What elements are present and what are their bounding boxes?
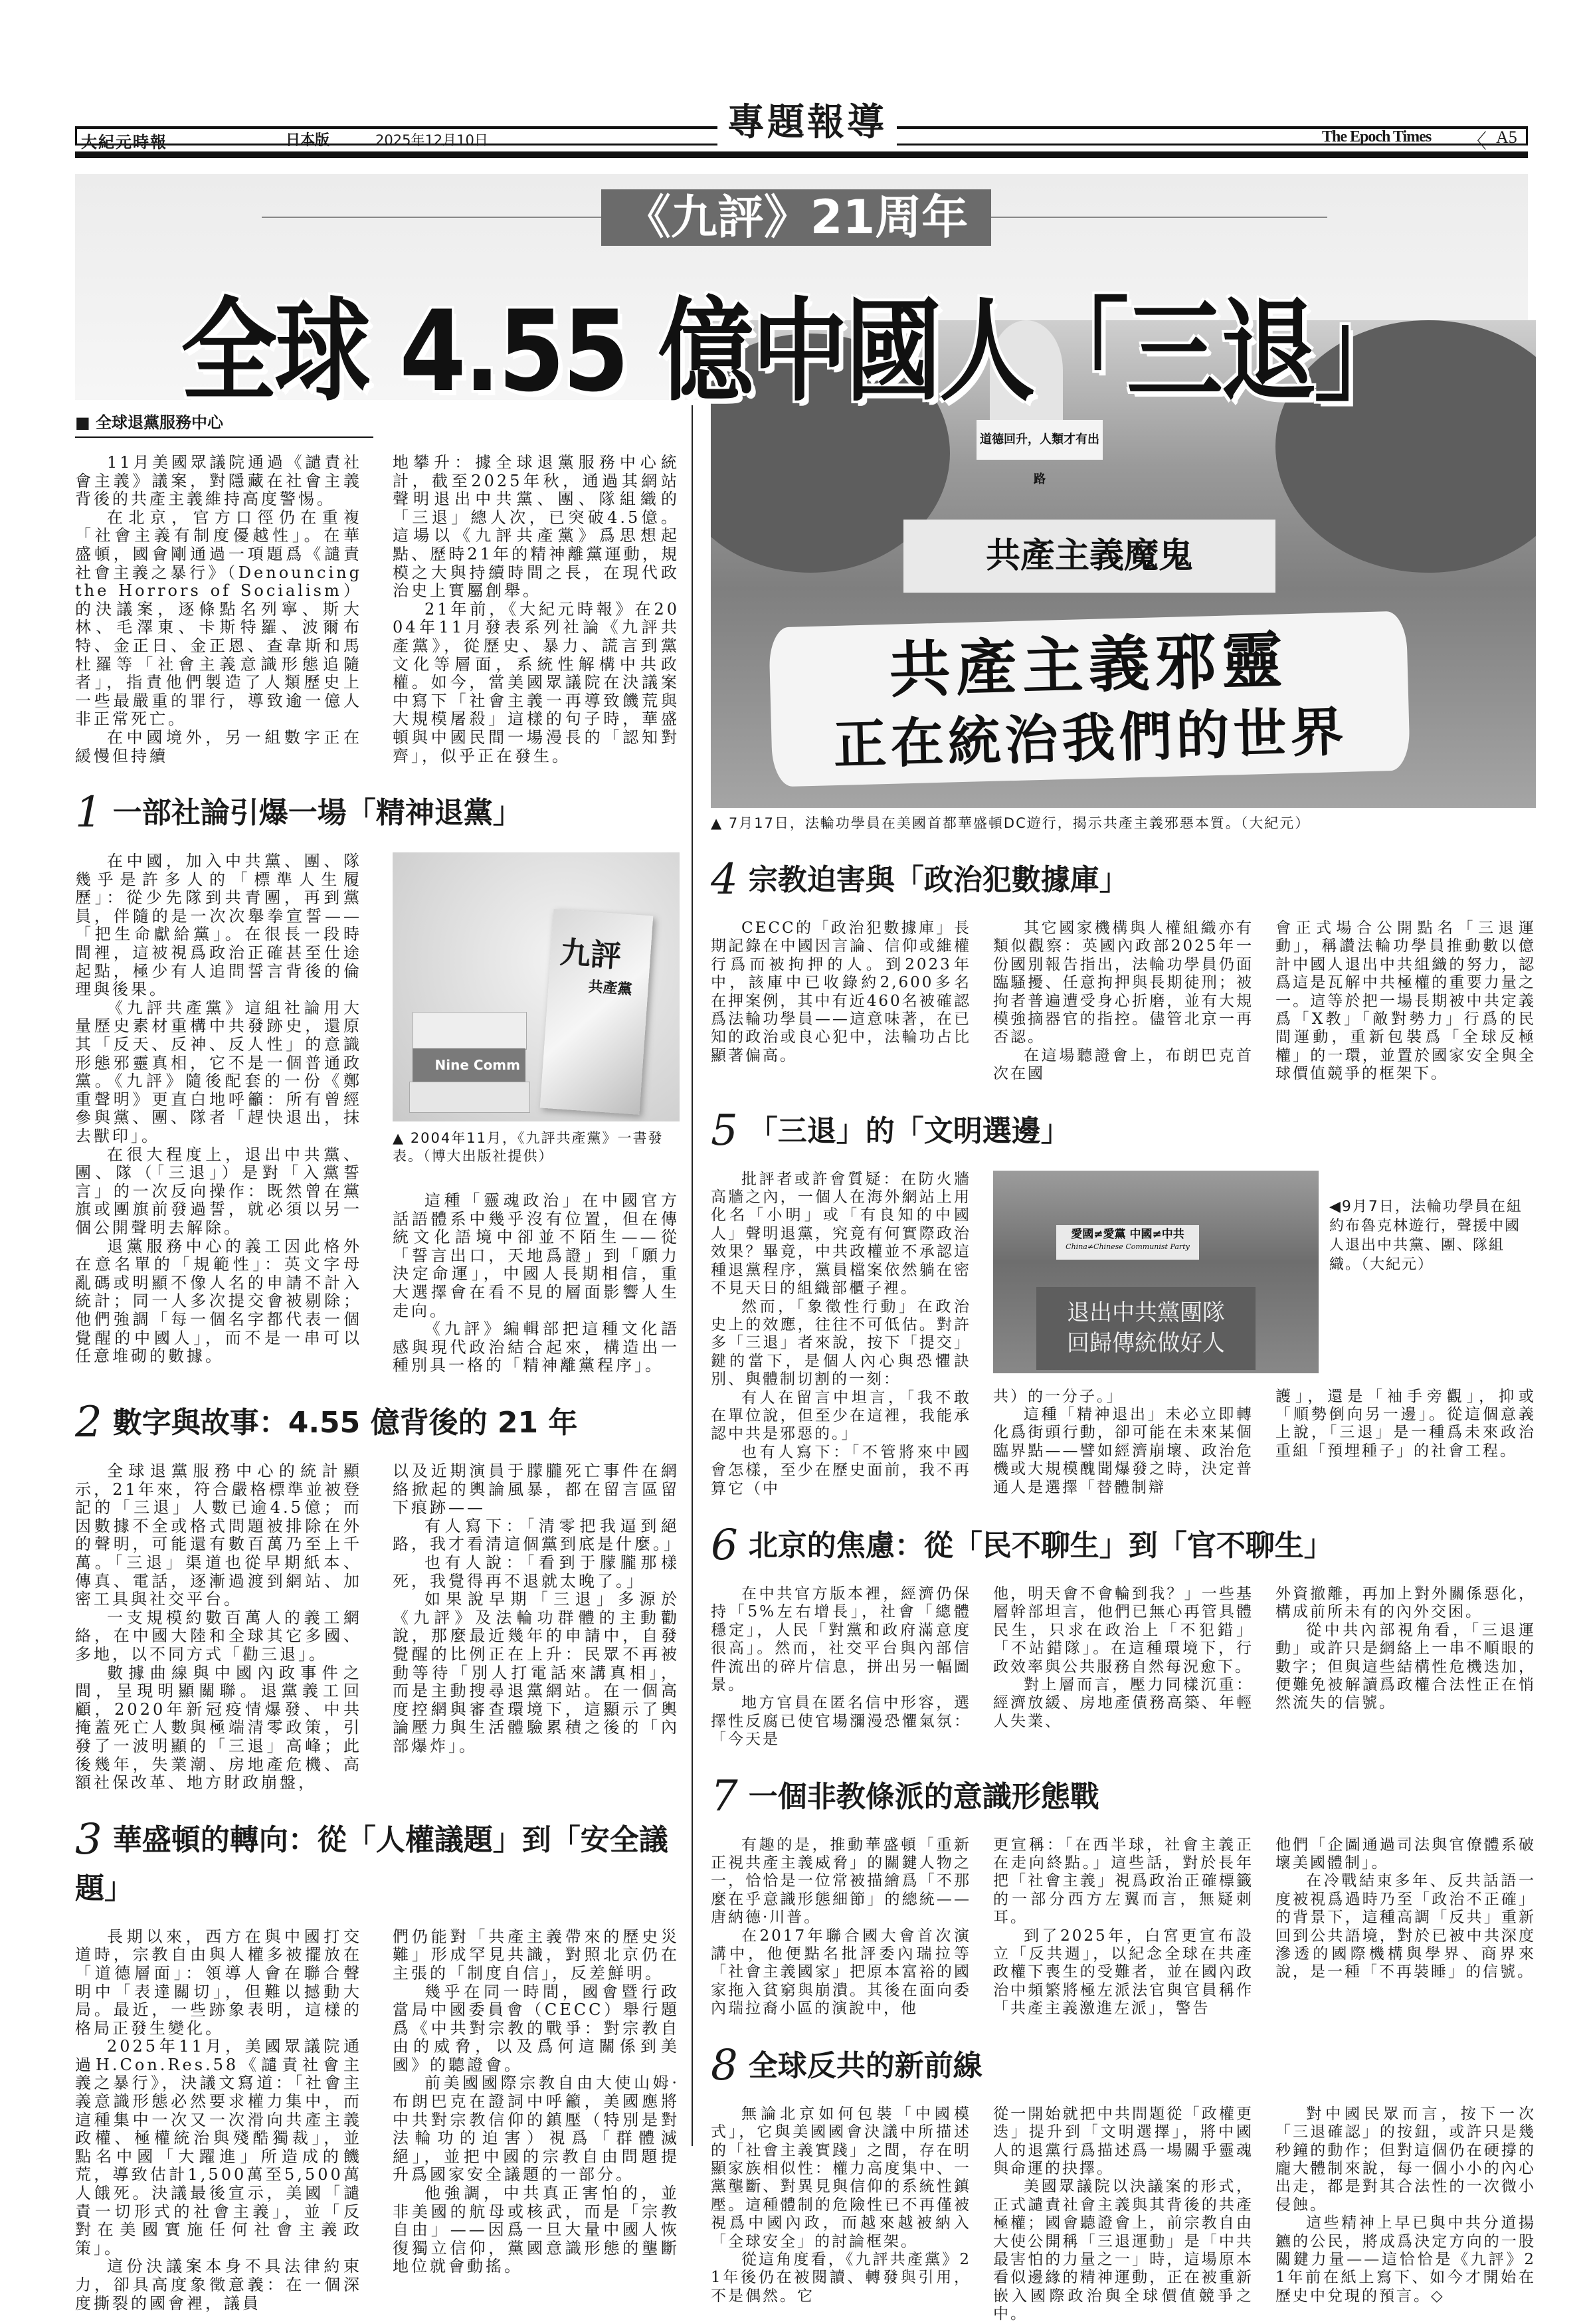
header-rule <box>1526 126 1528 145</box>
paragraph: 對上層而言，壓力同樣沉重：經濟放緩、房地產債務高築、年輕人失業、 <box>993 1676 1254 1730</box>
paragraph: 共）的一分子。」 <box>993 1387 1124 1405</box>
photo-banner-upper <box>1056 1225 1199 1260</box>
paragraph: 這種「靈魂政治」在中國官方話語體系中幾乎沒有位置，但在傳統文化語境中卻並不陌生——從「誓言出口，天地爲證」到「願力決定命運」，中國人長期相信，重大選擇會在看不見的層面影響人生走向。 <box>393 1191 680 1320</box>
paragraph: 在這場聽證會上，布朗巴克首次在國 <box>993 1046 1254 1083</box>
kicker-label: 《九評》21周年 <box>601 189 991 246</box>
article-column <box>993 920 1254 1084</box>
section-columns <box>711 1171 1536 1498</box>
photo-banner-mid: 共產主義魔鬼 <box>903 520 1275 593</box>
paragraph: 然而，「象徵性行動」在政治史上的效應，往往不可低估。對許多「三退」者來說，按下「提交」鍵的當下，是個人內心與恐懼訣別、與體制切割的一刻： <box>711 1298 971 1389</box>
banner-line: 共產主義邪靈 <box>888 625 1289 706</box>
section-number: 4 <box>711 855 738 904</box>
brooklyn-photo-block <box>993 1171 1536 1373</box>
section-title: 北京的焦慮：從「民不聊生」到「官不聊生」 <box>748 1528 1333 1563</box>
paragraph: 批評者或許會質疑：在防火牆高牆之內，一個人在海外網站上用化名「小明」或「有良知的中國人」聲明退黨，究竟有何實際政治效果？畢竟，中共政權並不承認這種退黨程序，黨員檔案依然躺在密不見天日的組織部櫃子裡。 <box>711 1170 971 1298</box>
paragraph: 在中國，加入中共黨、團、隊幾乎是許多人的「標準人生履歷」：從少先隊到共青團，再到黨員，伴隨的是一次次舉拳宣誓——「把生命獻給黨」。在很長一段時間裡，這被視爲政治正確甚至仕途起點，極少有人追問誓言背後的倫理與後果。 <box>75 852 362 999</box>
section-columns <box>75 1928 680 2313</box>
paragraph: 在中國境外，另一組數字正在緩慢但持續 <box>75 727 362 765</box>
section-title: 一部社論引爆一場「精神退黨」 <box>112 796 522 830</box>
book-photo-caption: ▲ 2004年11月，《九評共產黨》一書發表。（博大出版社提供） <box>393 1130 664 1165</box>
article-column <box>1275 1585 1536 1713</box>
paragraph: 美國眾議院以決議案的形式，正式譴責社會主義與其背後的共產極權；國會聽證會上，前宗教自由大使公開稱「三退運動」是「中共最害怕的力量之一」時，這場原本看似邊緣的精神運動，正在被重新嵌入國際政治與全球價值競爭之中。 <box>993 2178 1254 2323</box>
paragraph: 有人寫下：「清零把我逼到絕路，我才看清這個黨到底是什麼。」 <box>393 1516 682 1554</box>
left-article-area <box>75 409 680 2313</box>
article-column <box>993 1836 1254 2018</box>
paragraph: 2025年11月，美國眾議院通過H.Con.Res.58《譴責社會主義之暴行》，決議文寫道：「社會主義意識形態必然要求權力集中，而這種集中一次又一次滑向共產主義政權、極權統治與殘酷獨裁」，並點名中國「大躍進」所造成的饑荒，導致估計1,500萬至5,500萬人餓死。決議最後宣示，美國「譴責一切形式的社會主義」，並「反對在美國實施任何社會主義政策」。 <box>75 2037 362 2258</box>
paragraph: 地方官員在匿名信中形容，選擇性反腐已使官場瀰漫恐懼氣氛：「今天是 <box>711 1694 971 1749</box>
paragraph: 無論北京如何包裝「中國模式」，它與美國國會決議中所描述的「社會主義實踐」之間，存在明顯家族相似性：權力高度集中、一黨壟斷、對異見與信仰的系統性鎮壓。這種體制的危險性已不再僅被視爲中國內政，而越來越被納入「全球安全」的討論框架。 <box>711 2105 971 2250</box>
section-title: 宗教迫害與「政治犯數據庫」 <box>748 863 1129 897</box>
paragraph: 外資撤離，再加上對外關係惡化，構成前所未有的內外交困。 <box>1275 1585 1536 1621</box>
paragraph: 長期以來，西方在與中國打交道時，宗教自由與人權多被擺放在「道德層面」：領導人會在聯合聲明中「表達關切」，但難以撼動大局。最近，一些跡象表明，這樣的格局正發生變化。 <box>75 1927 362 2038</box>
paragraph: 數據曲線與中國內政事件之間，呈現明顯關聯。退黨義工回顧，2020年新冠疫情爆發、中共掩蓋死亡人數與極端清零政策，引發了一波明顯的「三退」高峰；此後幾年，失業潮、房地產危機、高額社保改革、地方財政崩盤， <box>75 1663 362 1792</box>
article-column <box>711 2105 971 2305</box>
byline-text: 全球退黨服務中心 <box>96 413 224 432</box>
kicker-rule <box>991 217 1327 218</box>
article-column <box>75 1928 362 2313</box>
square-bullet-icon: ■ <box>75 413 96 432</box>
paragraph: 他，明天會不會輪到我？」一些基層幹部坦言，他們已無心再管具體民生，只求在政治上「不犯錯」「不站錯隊」。在這種環境下，行政效率與公共服務自然每況愈下。 <box>993 1585 1254 1676</box>
chevron-left-icon: 〈 <box>1467 130 1487 153</box>
brooklyn-parade-photo <box>993 1171 1319 1373</box>
paragraph: 在2017年聯合國大會首次演講中，他便點名批評委內瑞拉等「社會主義國家」把原本富裕的國家拖入貧窮與崩潰。其後在面向委內瑞拉裔小區的演說中，他 <box>711 1927 971 2018</box>
article-column <box>1275 920 1536 1084</box>
headline-text: 全球 4.55 億中國人「三退」 <box>181 286 1408 417</box>
article-column <box>393 1928 680 2276</box>
book-spine: Nine Comm <box>413 1048 525 1082</box>
right-article-area <box>711 320 1536 2324</box>
section-columns <box>75 852 680 1375</box>
article-column <box>1275 1388 1536 1461</box>
paragraph: 護」，還是「袖手旁觀」，抑或「順勢倒向另一邊」。從這個意義上說，「三退」是一種爲未來政治重組「預埋種子」的社會工程。 <box>1275 1387 1536 1460</box>
paragraph: 會正式場合公開點名「三退運動」，稱讚法輪功學員推動數以億計中國人退出中共組織的努力，認爲這是瓦解中共極權的重要力量之一。這等於把一場長期被中共定義爲「X教」「敵對勢力」行爲的民間運動，重新包裝爲「全球反極權」的一環，並置於國家安全與全球價值競爭的框架下。 <box>1275 920 1536 1083</box>
article-column <box>1275 2105 1536 2305</box>
article-column <box>75 1462 362 1792</box>
paragraph: 他強調，中共真正害怕的，並非美國的航母或核武，而是「宗教自由」——因爲一旦大量中國人恢復獨立信仰，黨國意識形態的壟斷地位就會動搖。 <box>393 2184 680 2276</box>
article-column <box>993 1585 1254 1731</box>
edition-label: 日本版 <box>286 132 330 149</box>
section-heading <box>75 788 680 840</box>
paragraph: 11月美國眾議院通過《譴責社會主義》議案，對隱藏在社會主義背後的共產主義維持高度警惕。 <box>75 453 362 509</box>
paragraph: 《九評》編輯部把這種文化語感與現代政治結合起來，構造出一種別具一格的「精神離黨程序」。 <box>393 1319 680 1375</box>
paragraph: 也有人說：「看到于朦朧那樣死，我覺得再不退就太晚了。」 <box>393 1553 680 1591</box>
section-number: 6 <box>711 1520 738 1570</box>
paragraph: 幾乎在同一時間，國會暨行政當局中國委員會（CECC）舉行題爲《中共對宗教的戰爭：對宗教自由的威脅，以及爲何這關係到美國》的聽證會。 <box>393 1982 680 2074</box>
section-number: 1 <box>75 788 102 838</box>
section-title: 一個非教條派的意識形態戰 <box>748 1779 1099 1814</box>
section-columns <box>75 1462 680 1792</box>
section-title: 全球反共的新前線 <box>748 2048 982 2083</box>
banner-line: 回歸傳統做好人 <box>1067 1329 1225 1357</box>
lead-columns <box>75 454 680 765</box>
paragraph: 在很大程度上，退出中共黨、團、隊（「三退」）是對「入黨誓言」的一次反向操作：既然曾在黨旗或團旗前發過誓，就必須以另一個公開聲明去解除。 <box>75 1145 362 1237</box>
paragraph: 這些精神上早已與中共分道揚鑣的公民，將成爲決定方向的一股關鍵力量——這恰恰是《九評》21年前在紙上寫下、如今才開始在歷史中兌現的預言。◇ <box>1275 2214 1536 2305</box>
article-column <box>393 1192 680 1375</box>
section-heading <box>711 1106 1536 1159</box>
paragraph: 以及近期演員于朦朧死亡事件在網絡掀起的輿論風暴，都在留言區留下痕跡—— <box>393 1462 680 1517</box>
section-columns <box>711 1585 1536 1749</box>
paragraph: 到了2025年，白宮更宣布設立「反共週」，以紀念全球在共產政權下喪生的受難者，並在國內政治中頻繁將極左派法官與官員稱作「共產主義激進左派」，警告 <box>993 1927 1254 2018</box>
article-column <box>993 2105 1254 2324</box>
paragraph: 地攀升：據全球退黨服務中心統計，截至2025年秋，通過其網站聲明退出中共黨、團、隊組織的「三退」總人次，已突破4.5億。這場以《九評共產黨》爲思想起點、歷時21年的精神離黨運動，規模之大與持續時間之長，在現代政治史上實屬創舉。 <box>393 453 680 601</box>
section-heading <box>75 1815 680 1916</box>
banner-line: 愛國≠愛黨 中國≠中共 <box>1071 1227 1184 1241</box>
paragraph: 這種「精神退出」未必立即轉化爲街頭行動，卻可能在未來某個臨界點——譬如經濟崩壞、政治危機或大規模醜聞爆發之時，決定普通人是選擇「替體制辯 <box>993 1406 1254 1496</box>
section-heading <box>75 1398 680 1450</box>
paragraph: 一支規模約數百萬人的義工網絡，在中國大陸和全球其它多國、多地，以不同方式「勸三退」。 <box>75 1608 362 1664</box>
lead-column <box>75 454 362 765</box>
book-shape <box>409 1082 530 1113</box>
section-heading <box>711 855 1536 908</box>
book-cover <box>540 909 654 1115</box>
section-number: 2 <box>75 1398 102 1448</box>
section-columns <box>711 2105 1536 2324</box>
paragraph: 在中共官方版本裡，經濟仍保持「5%左右增長」，社會「總體穩定」，人民「對黨和政府滿意度很高」。然而，社交平台與內部信件流出的碎片信息，拼出另一幅圖景。 <box>711 1585 971 1694</box>
section-title: 數字與故事：4.55 億背後的 21 年 <box>112 1406 578 1440</box>
section-number: 5 <box>711 1106 738 1155</box>
paragraph: 在北京，官方口徑仍在重複「社會主義有制度優越性」。在華盛頓，國會剛通過一項題爲《譴責社會主義之暴行》（Denouncing the Horrors of Socialism）的決議案，逐條點名列寧、斯大林、毛澤東、卡斯特羅、波爾布特、金正日、金正恩、查韋斯和馬杜羅等「社會主義意識形態追隨者」，指責他們製造了人類歷史上一些最嚴重的罪行，導致逾一億人非正常死亡。 <box>75 508 362 729</box>
paragraph: 在冷戰結束多年、反共話語一度被視爲過時乃至「政治不正確」的背景下，這種高調「反共」重新回到公共語境，對於已被中共深度滲透的國際機構與學界、商界來說，是一種「不再裝睡」的信號。 <box>1275 1872 1536 1981</box>
section-heading <box>711 1772 1536 1824</box>
paragraph: 從這角度看，《九評共產黨》21年後仍在被閱讀、轉發與引用，不是偶然。它 <box>711 2250 971 2305</box>
section-columns <box>711 920 1536 1084</box>
article-column <box>711 1171 971 1498</box>
brand-name: The Epoch Times <box>1322 128 1432 145</box>
article-column <box>711 1836 971 2018</box>
article-column <box>1275 1836 1536 1982</box>
book-photo <box>393 852 680 1121</box>
book-title: 九評 <box>559 934 622 975</box>
paragraph: 從一開始就把中共問題從「政權更迭」提升到「文明選擇」，將中國人的退黨行爲描述爲一場關乎靈魂與命運的抉擇。 <box>993 2105 1254 2177</box>
book-shape <box>413 1012 527 1050</box>
paragraph: 如果說早期「三退」多源於《九評》及法輪功群體的主動勸說，那麼最近幾年的申請中，自發覺醒的比例正在上升：民眾不再被動等待「別人打電話來講真相」，而是主動搜尋退黨網站。在一個高度控網與審查環境下，這顯示了輿論壓力與生活體驗累積之後的「內部爆炸」。 <box>393 1590 680 1755</box>
section-number: 3 <box>75 1814 102 1864</box>
column-divider <box>692 405 693 2146</box>
photo-banner-lower <box>1036 1287 1256 1370</box>
section-columns <box>711 1836 1536 2018</box>
paragraph: 他們「企圖通過司法與官僚體系破壞美國體制」。 <box>1275 1836 1536 1872</box>
kicker-rule <box>262 217 601 218</box>
section-number: 8 <box>711 2040 738 2090</box>
paragraph: 們仍能對「共產主義帶來的歷史災難」形成罕見共識，對照北京仍在主張的「制度自信」，反差鮮明。 <box>393 1927 680 1983</box>
paragraph: 退黨服務中心的義工因此格外在意名單的「規範性」：英文字母亂碼或明顯不像人名的申請不計入統計；同一人多次提交會被剔除；他們強調「每一個名字都代表一個覺醒的中國人」，而不是一串可以任意堆砌的數據。 <box>75 1236 362 1366</box>
article-column <box>393 1462 680 1756</box>
paragraph: 對中國民眾而言，按下一次「三退確認」的按鈕，或許只是幾秒鐘的動作；但對這個仍在硬撐的龐大體制來說，每一個小小的內心出走，都是對其合法性的一次微小侵蝕。 <box>1275 2105 1536 2214</box>
paragraph: 其它國家機構與人權組織亦有類似觀察：英國內政部2025年一份國別報告指出，法輪功學員仍面臨騷擾、任意拘押與長期徒刑；被拘者普遍遭受身心折磨，並有大規模強摘器官的指控。儘管北京一再否認。 <box>993 920 1254 1046</box>
page-headline <box>0 262 1589 423</box>
issue-date: 2025年12月10日 <box>375 132 488 148</box>
paragraph: 全球退黨服務中心的統計顯示，21年來，符合嚴格標準並被登記的「三退」人數已逾4.5億；而因數據不全或格式問題被排除在外的聲明，可能還有數百萬乃至上千萬。「三退」渠道也從早期紙本、傳真、電話，逐漸過渡到網站、加密工具與社交平台。 <box>75 1462 362 1609</box>
paragraph: 有趣的是，推動華盛頓「重新正視共產主義威脅」的關鍵人物之一，恰恰是一位常被描繪爲「不那麼在乎意識形態細節」的總統——唐納德·川普。 <box>711 1836 971 1927</box>
section-heading <box>711 1521 1536 1573</box>
lead-column <box>393 454 680 765</box>
brooklyn-photo-caption: ◀9月7日，法輪功學員在紐約布魯克林遊行，聲援中國人退出中共黨、團、隊組織。（大紀元） <box>1329 1198 1523 1273</box>
header-bar <box>75 151 1528 158</box>
paragraph: 前美國國際宗教自由大使山姆·布朗巴克在證詞中呼籲，美國應將中共對宗教信仰的鎮壓（特別是對法輪功的迫害）視爲「群體滅絕」，並把中國的宗教自由問題提升爲國家安全議題的一部分。 <box>393 2074 680 2184</box>
paragraph: 更宣稱：「在西半球，社會主義正在走向終點。」這些話，對於長年把「社會主義」視爲政治正確標籤的一部分西方左翼而言，無疑刺耳。 <box>993 1836 1254 1927</box>
section-1-right-column <box>393 852 680 1375</box>
banner-line: China≠Chinese Communist Party <box>1066 1242 1190 1251</box>
article-column <box>993 1388 1254 1497</box>
section-title: 華盛頓的轉向：從「人權議題」到「安全議題」 <box>75 1822 668 1905</box>
article-column <box>75 852 362 1366</box>
page-number: A5 <box>1496 128 1517 147</box>
section-number: 7 <box>711 1771 738 1821</box>
article-column <box>711 1585 971 1749</box>
article-column <box>711 920 971 1065</box>
section-heading <box>711 2041 1536 2093</box>
paragraph: CECC的「政治犯數據庫」長期記錄在中國因言論、信仰或維權行爲而被拘押的人。到2023年中，該庫中已收錄約2,600多名在押案例，其中有近460名被確認爲法輪功學員——這意味著，在已知的政治或良心犯中，法輪功占比顯著偏高。 <box>711 920 971 1064</box>
book-title: 共產黨 <box>587 979 633 999</box>
section-title: 「三退」的「文明選邊」 <box>748 1114 1070 1148</box>
photo-banner-top: 道德回升，人類才有出路 <box>977 420 1103 460</box>
paragraph: 這份決議案本身不具法律約束力，卻具高度象徵意義：在一個深度撕裂的國會裡，議員 <box>75 2257 362 2313</box>
banner-line: 退出中共黨團隊 <box>1067 1299 1225 1326</box>
photo-banner-main <box>769 611 1410 787</box>
banner-line: 正在統治我們的世界 <box>832 700 1349 777</box>
header-rule <box>75 126 77 145</box>
section-title: 專題報導 <box>727 100 887 144</box>
paragraph: 《九評共產黨》這組社論用大量歷史素材重構中共發跡史，還原其「反天、反神、反人性」的意識形態邪靈真相，它不是一個普通政黨。《九評》隨後配套的一份《鄭重聲明》更直白地呼籲：所有曾經參與黨、團、隊者「趕快退出，抹去獸印」。 <box>75 998 362 1145</box>
paragraph: 也有人寫下：「不管將來中國會怎樣，至少在歷史面前，我不再算它（中 <box>711 1443 971 1498</box>
paragraph: 從中共內部視角看，「三退運動」或許只是網絡上一串不順眼的數字；但與這些結構性危機迭加，便難免被解讀爲政權合法性正在悄然流失的信號。 <box>1275 1621 1536 1712</box>
paragraph: 21年前，《大紀元時報》在2004年11月發表系列社論《九評共產黨》，從歷史、暴力、謊言到黨文化等層面，系統性解構中共政權。如今，當美國眾議院在決議案中寫下「社會主義一再導致饑荒與大規模屠殺」這樣的句子時，華盛頓與中國民間一場漫長的「認知對齊」，似乎正在發生。 <box>393 599 680 765</box>
paragraph: 有人在留言中坦言，「我不敢在單位說，但至少在這裡，我能承認中共是邪惡的。」 <box>711 1389 971 1443</box>
masthead-logo: 大紀元時報 <box>81 132 167 151</box>
hero-photo-caption: ▲ 7月17日，法輪功學員在美國首都華盛頓DC遊行，揭示共產主義邪惡本質。（大紀元） <box>711 815 1311 831</box>
